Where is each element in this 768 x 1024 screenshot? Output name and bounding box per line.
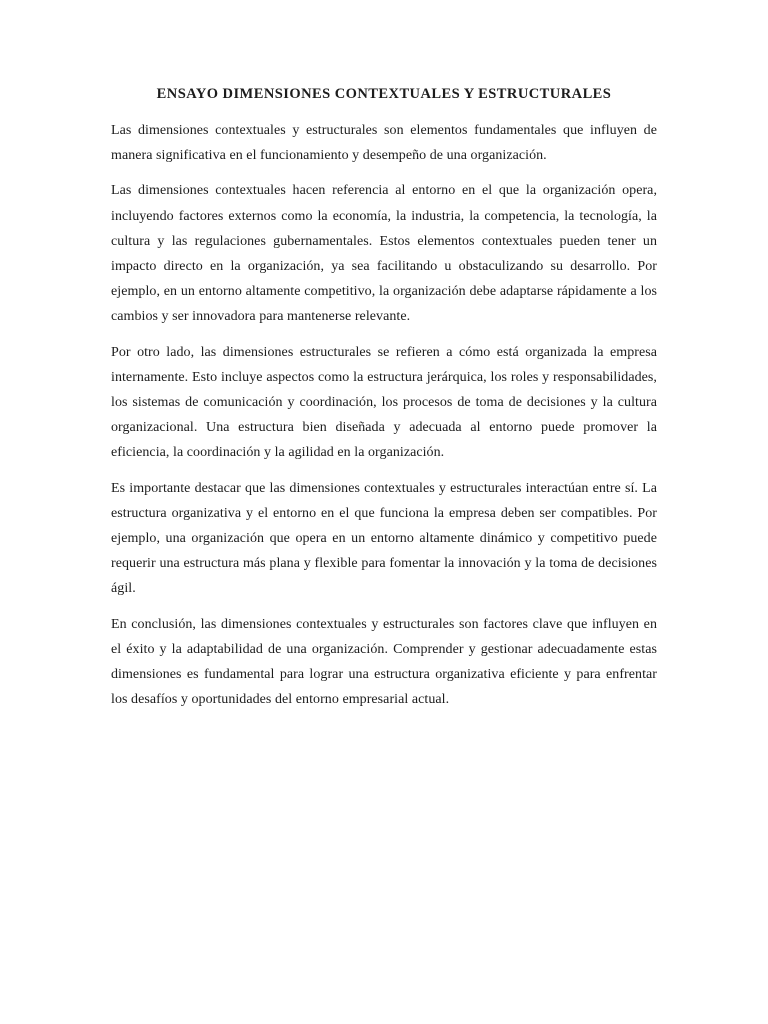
document-title: ENSAYO DIMENSIONES CONTEXTUALES Y ESTRUCTURALES	[156, 86, 612, 102]
paragraph-contextual-dimensions: Las dimensiones contextuales hacen referencia al entorno en el que la organización opera, incluyendo factores externos como la economía, la industria, la competencia, la tecnología, la cultura y las regulaciones gubernamentales. Estos elementos contextuales pueden tener un impacto directo en la organización, ya sea facilitando u obstaculizando su desarrollo. Por ejemplo, en un entorno altamente competitivo, la organización debe adaptarse rápidamente a los cambios y ser innovadora para mantenerse relevante.	[111, 183, 657, 325]
paragraph-interaction: Es importante destacar que las dimensiones contextuales y estructurales interactúan entre sí. La estructura organizativa y el entorno en el que funciona la empresa deben ser compatibles. Por ejemplo, una organización que opera en un entorno altamente dinámico y competitivo puede requerir una estructura más plana y flexible para fomentar la innovación y la toma de decisiones ágil.	[111, 480, 657, 597]
paragraph-structural-dimensions: Por otro lado, las dimensiones estructurales se refieren a cómo está organizada la empresa internamente. Esto incluye aspectos como la estructura jerárquica, los roles y responsabilidades, los sistemas de comunicación y coordinación, los procesos de toma de decisiones y la cultura organizacional. Una estructura bien diseñada y adecuada al entorno puede promover la eficiencia, la coordinación y la agilidad en la organización.	[111, 344, 657, 461]
paragraph-introduction: Las dimensiones contextuales y estructurales son elementos fundamentales que influyen de manera significativa en el funcionamiento y desempeño de una organización.	[111, 123, 657, 164]
paragraph-conclusion: En conclusión, las dimensiones contextuales y estructurales son factores clave que influyen en el éxito y la adaptabilidad de una organización. Comprender y gestionar adecuadamente estas dimensiones es fundamental para lograr una estructura organizativa eficiente y para enfrentar los desafíos y oportunidades del entorno empresarial actual.	[111, 616, 657, 708]
